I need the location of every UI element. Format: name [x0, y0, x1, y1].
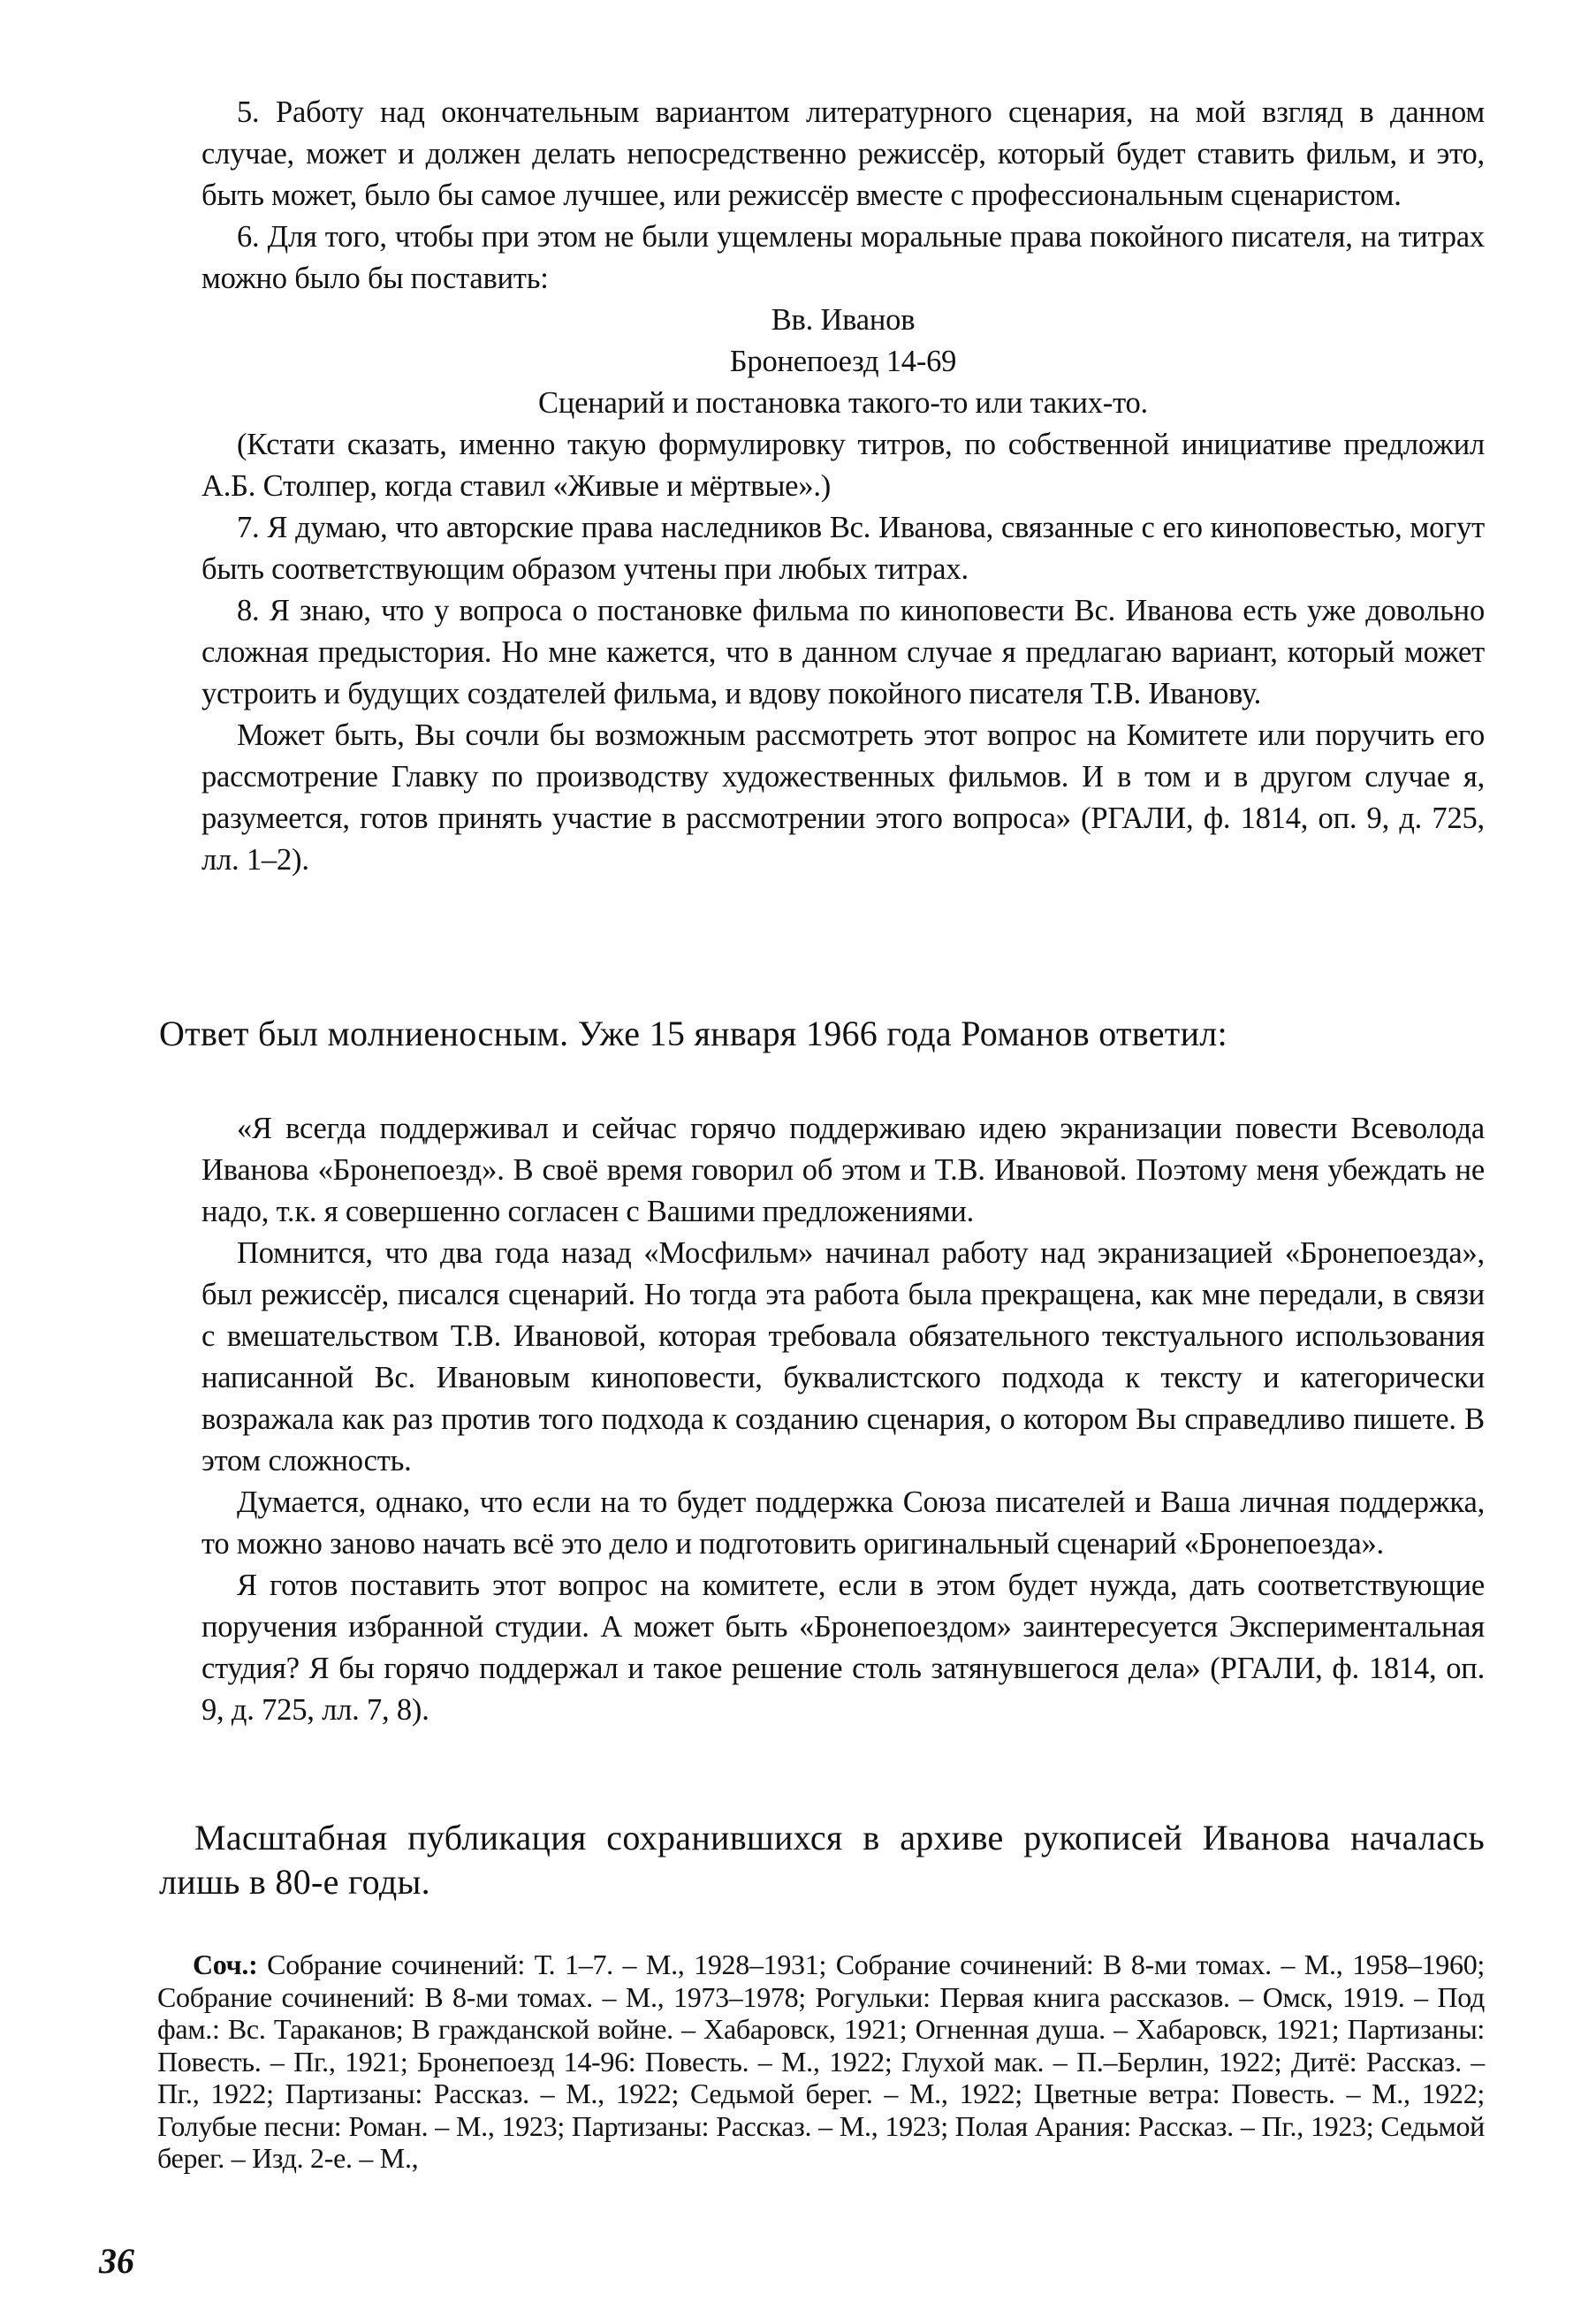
reply-paragraph-3: Думается, однако, что если на то будет поддержка Союза писателей и Ваша личная поддержка, то можно заново начать всё это дело и подготовить оригинальный сценарий «Бронепоезда».: [201, 1485, 1485, 1561]
narrative-answer: Ответ был молниеносным. Уже 15 января 1966 года Романов ответил:: [159, 1014, 1227, 1053]
letter-paragraph-aside: (Кстати сказать, именно такую формулировку титров, по собственной инициативе предложил А.Б. Столпер, когда ставил «Живые и мёртвые».): [201, 428, 1485, 503]
letter-paragraph-8: 8. Я знаю, что у вопроса о постановке фильма по киноповести Вс. Иванова есть уже довольно сложная предыстория. Но мне кажется, что в данном случае я предлагаю вариант, который может устроить и будущих создателей фильма, и вдову покойного писателя Т.В. Иванову.: [201, 594, 1485, 710]
reply-paragraph-1: «Я всегда поддерживал и сейчас горячо поддерживаю идею экранизации повести Всеволода Иванова «Бронепоезд». В своё время говорил об этом и Т.В. Ивановой. Поэтому меня убеждать не надо, т.к. я совершенно согласен с Вашими предложениями.: [201, 1112, 1485, 1228]
bibliography-text: Собрание сочинений: Т. 1–7. – М., 1928–1931; Собрание сочинений: В 8-ми томах. – М., 1958–1960; Собрание сочинений: В 8-ми томах. – М., 1973–1978; Рогульки: Первая книга рассказов. – Омск, 1919. – Под фам.: Вс. Тараканов; В гражданской войне. – Хабаровск, 1921; Огненная душа. – Хабаровск, 1921; Партизаны: Повесть. – Пг., 1921; Бронепоезд 14-96: Повесть. – М., 1922; Глухой мак. – П.–Берлин, 1922; Дитё: Рассказ. – Пг., 1922; Партизаны: Рассказ. – М., 1922; Седьмой берег. – М., 1922; Цветные ветра: Повесть. – М., 1922; Голубые песни: Роман. – М., 1923; Партизаны: Рассказ. – М., 1923; Полая Арания: Рассказ. – Пг., 1923; Седьмой берег. – Изд. 2-е. – М.,: [157, 1949, 1485, 2174]
letter-continuation: [201, 92, 1485, 881]
narrative-publication: Масштабная публикация сохранившихся в архиве рукописей Иванова началась лишь в 80-е годы.: [159, 1818, 1485, 1902]
credit-title: Бронепоезд 14-69: [729, 345, 957, 378]
reply-letter: [201, 1108, 1485, 1731]
credit-author: Вв. Иванов: [771, 303, 916, 337]
letter-paragraph-5: 5. Работу над окончательным вариантом литературного сценария, на мой взгляд в данном случае, может и должен делать непосредственно режиссёр, который будет ставить фильм, и это, быть может, было бы самое лучшее, или режиссёр вместе с профессиональным сценаристом.: [201, 95, 1485, 212]
bibliography: [157, 1949, 1485, 2175]
letter-paragraph-7: 7. Я думаю, что авторские права наследников Вс. Иванова, связанные с его киноповестью, могут быть соответствующим образом учтены при любых титрах.: [201, 511, 1485, 586]
letter-paragraph-6: 6. Для того, чтобы при этом не были ущемлены моральные права покойного писателя, на титрах можно было бы поставить:: [201, 220, 1485, 295]
page-number: 36: [99, 2241, 134, 2281]
letter-paragraph-closing: Может быть, Вы сочли бы возможным рассмотреть этот вопрос на Комитете или поручить его рассмотрение Главку по производству художественных фильмов. И в том и в другом случае я, разумеется, готов принять участие в рассмотрении этого вопроса» (РГАЛИ, ф. 1814, оп. 9, д. 725, лл. 1–2).: [201, 718, 1485, 877]
credit-line: Сценарий и постановка такого-то или таких-то.: [538, 386, 1148, 420]
reply-paragraph-4: Я готов поставить этот вопрос на комитете, если в этом будет нужда, дать соответствующие поручения избранной студии. А может быть «Бронепоездом» заинтересуется Экспериментальная студия? Я бы горячо поддержал и такое решение столь затянувшегося дела» (РГАЛИ, ф. 1814, оп. 9, д. 725, лл. 7, 8).: [201, 1569, 1485, 1727]
bibliography-label: Соч.:: [193, 1949, 258, 1980]
reply-paragraph-2: Помнится, что два года назад «Мосфильм» начинал работу над экранизацией «Бронепоезда», был режиссёр, писался сценарий. Но тогда эта работа была прекращена, как мне передали, в связи с вмешательством Т.В. Ивановой, которая требовала обязательного текстуального использования написанной Вс. Ивановым киноповести, буквалистского подхода к тексту и категорически возражала как раз против того подхода к созданию сценария, о котором Вы справедливо пишете. В этом сложность.: [201, 1236, 1485, 1478]
